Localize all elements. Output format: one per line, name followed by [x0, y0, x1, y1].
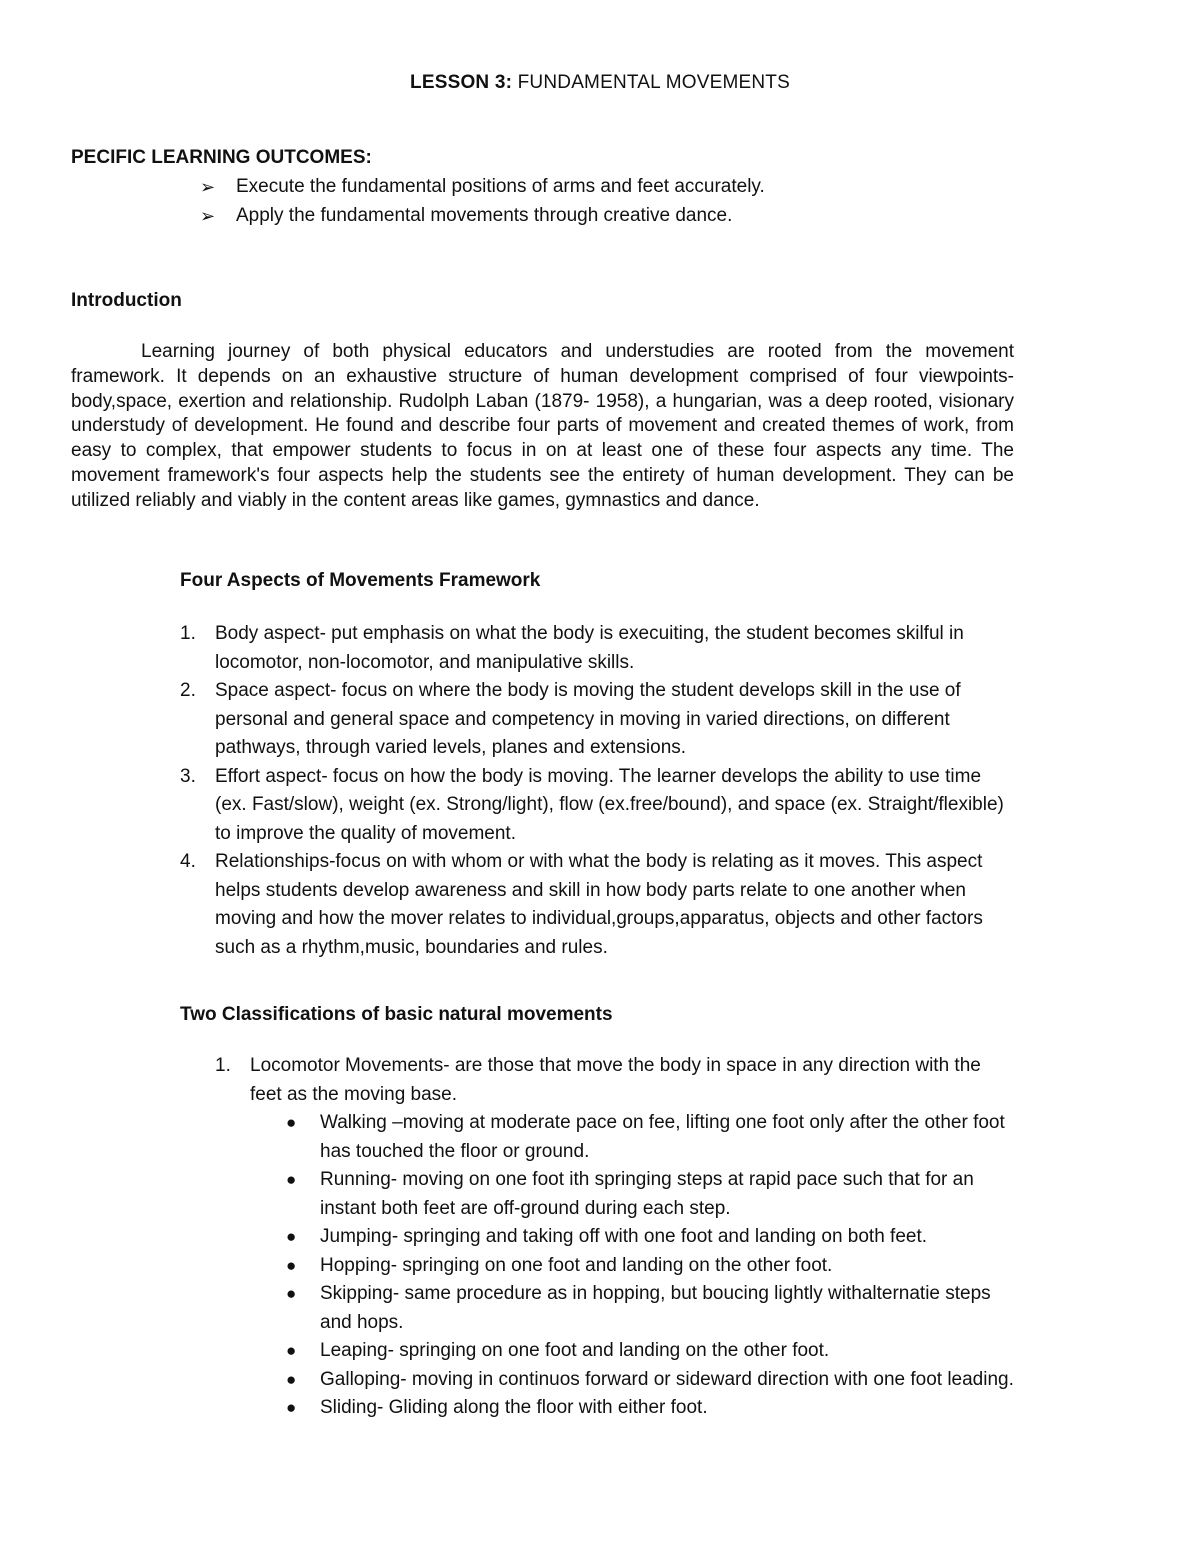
bullet-dot-icon: ●	[286, 1284, 297, 1303]
aspect-item: 2. Space aspect- focus on where the body is moving the student develops skill in the use of personal and general space and competency in moving in varied directions, on different pathways, through varied levels, planes and extensions.	[180, 680, 961, 758]
introduction-paragraph: Learning journey of both physical educators and understudies are rooted from the movement framework. It depends on an exhaustive structure of human development comprised of four viewpoints-body,space, exertion and relationship. Rudolph Laban (1879- 1958), a hungarian, was a deep rooted, visionary understudy of development. He found and describe four parts of movement and created themes of work, from easy to complex, that empower students to focus in on at least one of these four aspects any time. The movement framework's four aspects help the students see the entirety of human development. They can be utilized reliably and viably in the content areas like games, gymnastics and dance.	[71, 341, 1014, 511]
bullet-dot-icon: ●	[286, 1341, 297, 1360]
movement-item: ● Running- moving on one foot ith springing steps at rapid pace such that for an instant both feet are off-ground during each step.	[320, 1166, 1015, 1223]
bullet-dot-icon: ●	[286, 1170, 297, 1189]
movement-item: ● Galloping- moving in continuos forward or sideward direction with one foot leading.	[320, 1366, 1015, 1395]
movement-item: ● Leaping- springing on one foot and landing on the other foot.	[320, 1337, 1015, 1366]
bullet-dot-icon: ●	[286, 1369, 297, 1389]
arrowhead-icon: ➢	[200, 206, 216, 226]
lesson-title	[0, 72, 1200, 94]
bullet-dot-icon: ●	[286, 1113, 297, 1132]
bullet-dot-icon: ●	[286, 1227, 297, 1246]
aspect-item: 3. Effort aspect- focus on how the body is moving. The learner develops the ability to use time (ex. Fast/slow), weight (ex. Strong/light), flow (ex.free/bound), and space (ex. Straight/flexible) to improve the quality of movement.	[180, 765, 1004, 844]
movement-item: ● Sliding- Gliding along the floor with either foot.	[320, 1394, 1015, 1423]
outcomes-list	[200, 175, 765, 233]
aspects-list	[180, 620, 1010, 962]
lesson-name: FUNDAMENTAL MOVEMENTS	[512, 72, 790, 93]
arrowhead-icon: ➢	[200, 177, 216, 197]
outcome-item: ➢ Execute the fundamental positions of arms and feet accurately.	[200, 176, 765, 197]
aspects-heading: Four Aspects of Movements Framework	[180, 570, 541, 591]
movement-item: ● Skipping- same procedure as in hopping, but boucing lightly withalternatie steps and hops.	[320, 1280, 1015, 1337]
classifications-list	[215, 1052, 1015, 1423]
bullet-dot-icon: ●	[286, 1398, 297, 1417]
locomotor-movements-list	[250, 1109, 1015, 1423]
introduction-heading: Introduction	[71, 290, 182, 311]
aspect-item: 1. Body aspect- put emphasis on what the body is execuiting, the student becomes skilful in locomotor, non-locomotor, and manipulative skills.	[180, 623, 964, 673]
movement-item: ● Jumping- springing and taking off with one foot and landing on both feet.	[320, 1223, 1015, 1252]
bullet-dot-icon: ●	[286, 1255, 297, 1275]
movement-item: ● Hopping- springing on one foot and landing on the other foot.	[320, 1252, 1015, 1281]
classifications-heading: Two Classifications of basic natural movements	[180, 1004, 613, 1025]
movement-item: ● Walking –moving at moderate pace on fee, lifting one foot only after the other foot has touched the floor or ground.	[320, 1109, 1015, 1166]
outcome-item: ➢ Apply the fundamental movements through creative dance.	[200, 205, 733, 226]
aspect-item: 4. Relationships-focus on with whom or with what the body is relating as it moves. This aspect helps students develop awareness and skill in how body parts relate to one another when moving and how the mover relates to individual,groups,apparatus, objects and other factors such as a rhythm,music, boundaries and rules.	[180, 851, 983, 958]
classification-item: 1. Locomotor Movements- are those that move the body in space in any direction with the feet as the moving base. ● Walking –moving at moderate pace on fee, lifting one foot only after the other foot has touched the floor or ground. ● Running- moving on one foot ith springing steps at rapid pace such that for an instant both feet are off-ground during each step. ● Jumping- springing and taking off with one foot and landing on both feet. ● Hopping- springing on one foot and landing on the other foot. ● Skipping- same procedure as in hopping, but boucing lightly withalternatie steps and hops. ● Leaping- springing on one foot and landing on the other foot. ● Galloping- moving in continuos forward or sideward direction with one foot leading. ● Sliding- Gliding along the floor with either foot.	[215, 1052, 1015, 1423]
outcomes-heading: PECIFIC LEARNING OUTCOMES:	[71, 147, 372, 168]
lesson-number: LESSON 3:	[410, 72, 513, 93]
